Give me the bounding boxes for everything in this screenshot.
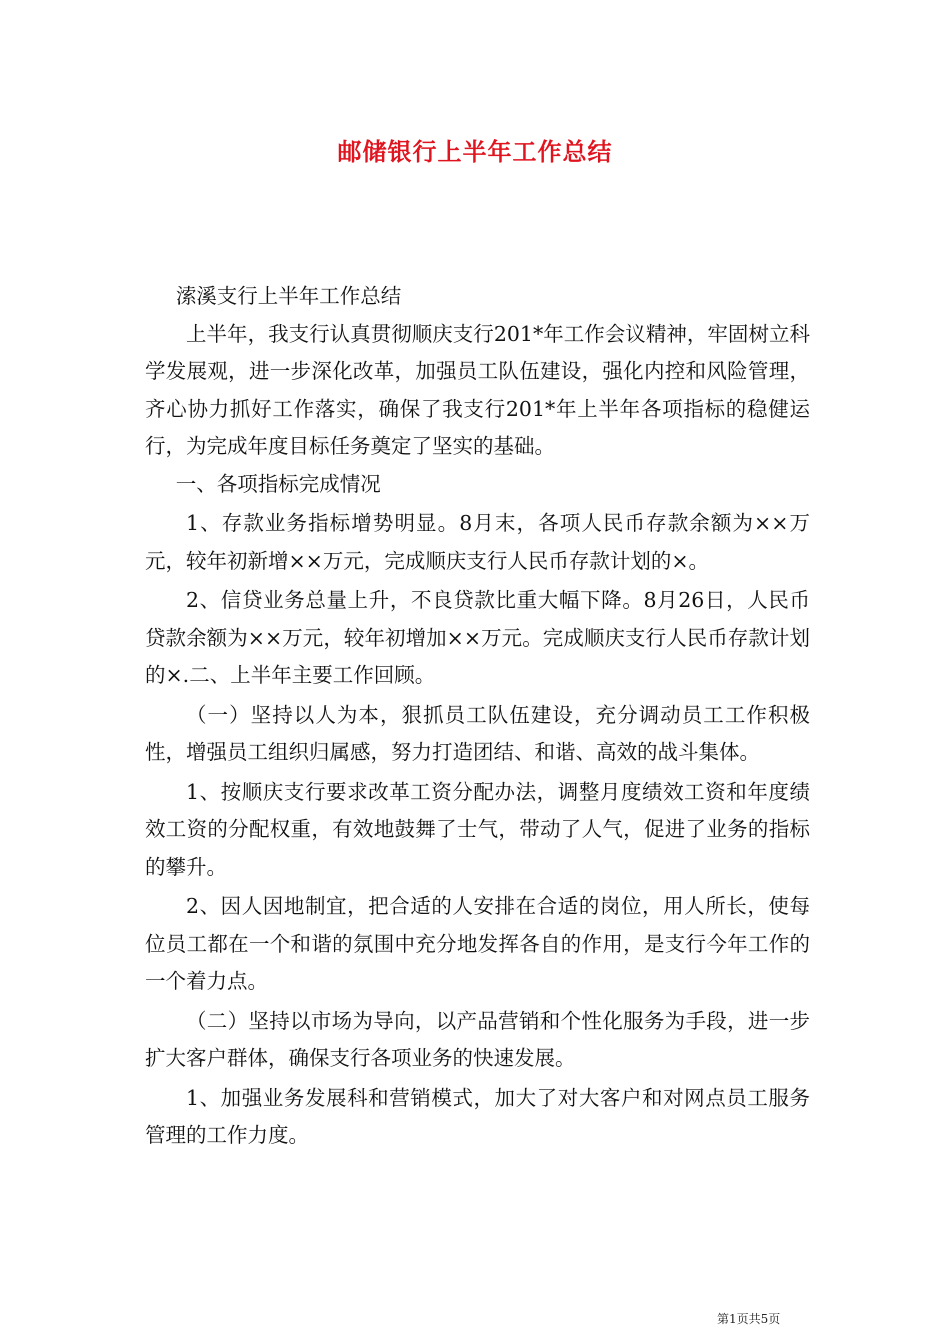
section-heading-1: 一、各项指标完成情况 bbox=[175, 471, 381, 496]
paragraph-market-oriented: （二）坚持以市场为导向，以产品营销和个性化服务为手段，进一步扩大客户群体，确保支行各项业务的快速发展。 bbox=[145, 1008, 810, 1070]
paragraph-marketing-model: 1、加强业务发展科和营销模式，加大了对大客户和对网点员工服务管理的工作力度。 bbox=[145, 1085, 810, 1147]
intro-paragraph: 上半年，我支行认真贯彻顺庆支行201*年工作会议精神，牢固树立科学发展观，进一步深化改革，加强员工队伍建设，强化内控和风险管理，齐心协力抓好工作落实，确保了我支行201*年上半年各项指标的稳健运行，为完成年度目标任务奠定了坚实的基础。 bbox=[145, 321, 810, 458]
document-title: 邮储银行上半年工作总结 bbox=[337, 137, 613, 166]
paragraph-deposits: 1、存款业务指标增势明显。8月末，各项人民币存款余额为××万元，较年初新增××万元，完成顺庆支行人民币存款计划的×。 bbox=[145, 511, 810, 573]
paragraph-people-first: （一）坚持以人为本，狠抓员工队伍建设，充分调动员工工作积极性，增强员工组织归属感，努力打造团结、和谐、高效的战斗集体。 bbox=[145, 702, 810, 764]
paragraph-salary-reform: 1、按顺庆支行要求改革工资分配办法，调整月度绩效工资和年度绩效工资的分配权重，有效地鼓舞了士气，带动了人气，促进了业务的指标的攀升。 bbox=[145, 779, 810, 879]
paragraph-loans: 2、信贷业务总量上升，不良贷款比重大幅下降。8月26日，人民币贷款余额为××万元，较年初增加××万元。完成顺庆支行人民币存款计划的×.二、上半年主要工作回顾。 bbox=[145, 588, 810, 687]
subtitle: 溹溪支行上半年工作总结 bbox=[175, 284, 402, 308]
document-body bbox=[145, 278, 810, 1155]
page-number: 第1页共5页 bbox=[717, 1312, 781, 1326]
paragraph-staffing: 2、因人因地制宜，把合适的人安排在合适的岗位，用人所长，使每位员工都在一个和谐的氛围中充分地发挥各自的作用，是支行今年工作的一个着力点。 bbox=[145, 894, 810, 993]
